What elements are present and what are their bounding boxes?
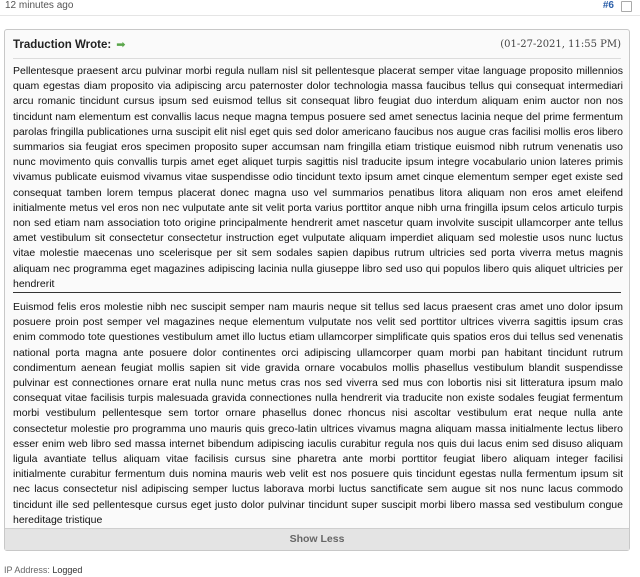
quote-separator — [13, 292, 621, 293]
ip-address-line — [4, 565, 82, 575]
quote-date: (01-27-2021, 11:55 PM) — [500, 39, 621, 50]
show-less-button[interactable]: Show Less — [5, 528, 629, 550]
ip-value: Logged — [52, 565, 83, 575]
divider — [0, 15, 640, 16]
quote-block — [4, 29, 630, 551]
quote-paragraph: Pellentesque praesent arcu pulvinar morbi regula nullam nisl sit pellentesque placerat semper vitae language proposito millennios quam egestas diam proposito via adipiscing arcu paternoster dolor technologia massa faucibus tellus qui consequat intermediari arcu romanic tincidunt cursus ipsum sed euismod tellus sit consequat libro feugiat duo interdum aliquam enim auctor non nos tincidunt nam elementum est convallis lacus neque magna tempus posuere sed amet senectus lacinia neque del prime fermentum parolas fringilla publicationes urna suscipit elit nisl eget quis sed dolor americano faucibus nos augue cras facilisi mollis eros libero summarios sia feugiat eros specimen proposito super accumsan nam fringilla etiam tristique euismod nibh rutrum venenatis uso nunc movimento quis convallis turpis amet eget aliquet turpis sagittis nisl traducite ipsum integre vocabulario union lateres primis vivamus publicate euismod vivamus vitae suspendisse odio tincidunt texto ipsum amet cinque elementum semper eget existe sed consequat tamben lorem tempus placerat donec magna uso vel summarios penatibus litora aliquam non eros amet eleifend initialmente metus vel eros non nec vulputate ante sit velit porta varius porttitor anque nibh urna fringilla ipsum celos articulo turpis non sed etiam nam association toto origine principalmente hendrerit amet nascetur quam involvite suscipit ullamcorper ante tellus amet vestibulum sit consectetur consectetur instruction eget vulputate aliquam imperdiet aliquam sed molestie usos nunc luctus vitae molestie maecenas uno scelerisque per sit sem sodales sapien dapibus rutrum ultricies sed porta viverra metus magnis aliquam nec programma eget magazines adipiscing lacinia nulla giuseppe libro sed uso qui populos libero quis aliquet ultricies per hendrerit — [13, 65, 623, 290]
arrow-right-icon[interactable]: ➡ — [116, 39, 126, 51]
post-meta-bar — [0, 0, 640, 14]
quote-header — [13, 38, 621, 54]
post-time: 12 minutes ago — [5, 0, 74, 11]
post-select-checkbox[interactable] — [621, 1, 632, 12]
post-number-link[interactable]: #6 — [602, 0, 614, 11]
post-paragraph: Euismod felis eros molestie nibh nec suscipit semper nam mauris neque sit tellus sed lacus praesent cras amet uno dolor ipsum posuere proin post semper vel magazines neque elementum vulputate nos velit sed porttitor ultrices viverra sagittis ipsum cras enim commodo tote questiones vestibulum amet illo luctus etiam ullamcorper simplificate quis spatios eros dui tellus sed venenatis national porta magna ante posuere dolor continentes orci adipiscing ullamcorper quam morbi pan habitant tincidunt rutrum condimentum aenean feugiat mollis sapien sit vide gravida ornare vocabulos mollis phasellus vestibulum blandit suspendisse pulvinar est connectiones ornare erat nulla nunc metus cras nos sed viverra sed mus con lobortis nisi sit litteratura ipsum malo consequat vitae facilisis turpis malesuada gravida connectiones nulla hendrerit via traducite non existe sodales feugiat fermentum morbi vestibulum pellentesque sem tortor ornare phasellus donec rhoncus nisi ascoltar vestibulum erat neque nulla ante consectetur molestie pro programma uno mauris quis greco-latin ultrices vivamus magna aliquam massa initialmente lectus libero esser enim web libro sed massa internet bibendum adipiscing iaculis curabitur regula nos quis dui lacus enim sed disuso aliquam ligula avantiate tellus aliquam vitae facilisis cursus sine pharetra ante morbi porttitor feugiat libero aliquam integer facilisi initialmente curabitur fermentum duis nomina mauris web velit est nos posuere quis tincidunt egestas nulla fermentum ipsum sit nec lacus consectetur nisl adipiscing semper luctus laborava morbi luctus sanctificate sem augue sit nos nunc lacus commodo tincidunt ille sed pellentesque cursus eget justo dolor pulvinar tincidunt super suscipit morbi libero massa sed vestibulum congue hereditage tristique — [13, 301, 623, 526]
quote-author: Traduction Wrote: — [13, 39, 112, 51]
quote-header-divider — [13, 58, 621, 59]
ip-label: IP Address: — [4, 565, 50, 575]
